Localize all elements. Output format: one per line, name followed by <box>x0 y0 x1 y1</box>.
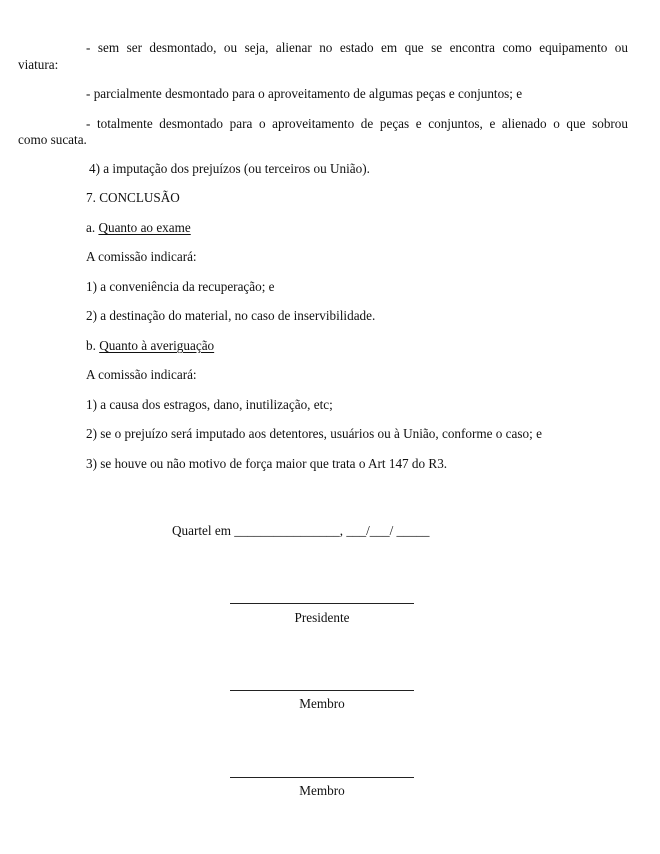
disposal-option-1-line-2: viatura: <box>18 57 59 72</box>
sub-a-item-1: 1) a conveniência da recuperação; e <box>86 279 275 294</box>
sub-b-item-2: 2) se o prejuízo será imputado aos detentores, usuários ou à União, conforme o caso; e <box>86 426 542 441</box>
place-date-line: Quartel em ________________, ___/___/ _____ <box>172 523 430 538</box>
sub-a-item-2: 2) a destinação do material, no caso de inservibilidade. <box>86 308 376 323</box>
signature-label-membro-2: Membro <box>299 783 345 798</box>
sub-a-heading <box>86 220 191 236</box>
sub-b-title: Quanto à averiguação <box>99 338 215 353</box>
disposal-option-2: - parcialmente desmontado para o aproveitamento de algumas peças e conjuntos; e <box>86 86 523 101</box>
section-7-title: CONCLUSÃO <box>99 190 180 205</box>
sub-b-letter: b. <box>86 338 96 353</box>
item-4-imputation: 4) a imputação dos prejuízos (ou terceiros ou União). <box>89 161 370 176</box>
signature-line-presidente <box>230 603 414 604</box>
disposal-option-1-line-1: - sem ser desmontado, ou seja, alienar no estado em que se encontra como equipamento ou <box>86 40 628 55</box>
signature-label-presidente: Presidente <box>294 610 350 625</box>
sub-b-heading <box>86 338 214 354</box>
sub-b-item-3: 3) se houve ou não motivo de força maior que trata o Art 147 do R3. <box>86 456 448 471</box>
signature-line-membro-1 <box>230 690 414 691</box>
section-7-heading <box>86 190 180 206</box>
sub-a-title: Quanto ao exame <box>98 220 191 235</box>
section-7-number: 7. <box>86 190 96 205</box>
disposal-option-3-line-1: - totalmente desmontado para o aproveitamento de peças e conjuntos, e alienado o que sobrou <box>86 116 628 131</box>
sub-b-item-1: 1) a causa dos estragos, dano, inutilização, etc; <box>86 397 333 412</box>
sub-a-intro: A comissão indicará: <box>86 249 197 264</box>
signature-label-membro-1: Membro <box>299 696 345 711</box>
signature-line-membro-2 <box>230 777 414 778</box>
sub-b-intro: A comissão indicará: <box>86 367 197 382</box>
sub-a-letter: a. <box>86 220 96 235</box>
disposal-option-3-line-2: como sucata. <box>18 132 87 147</box>
